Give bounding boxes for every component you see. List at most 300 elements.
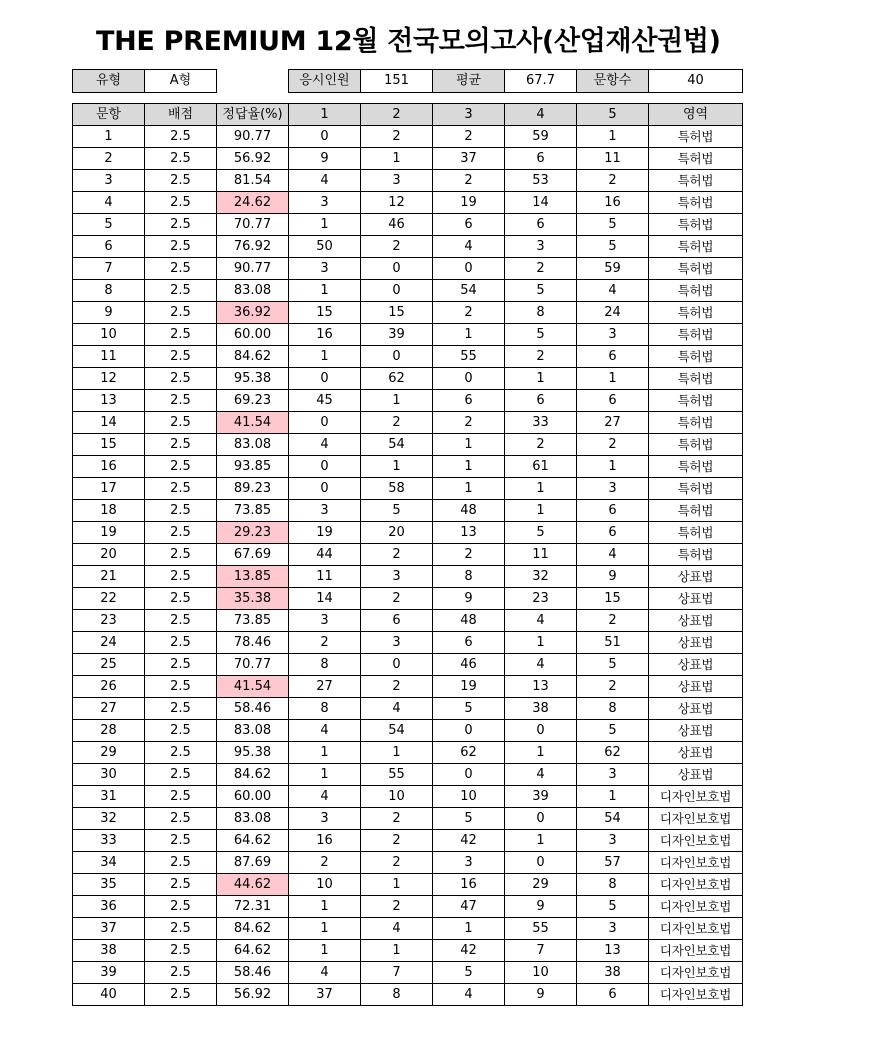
choice-3-count-cell[interactable]: 62 xyxy=(433,742,505,764)
choice-1-count-cell[interactable]: 3 xyxy=(289,808,361,830)
choice-3-count-cell[interactable]: 0 xyxy=(433,720,505,742)
choice-3-count-cell[interactable]: 10 xyxy=(433,786,505,808)
choice-4-count-cell[interactable]: 39 xyxy=(505,786,577,808)
choice-3-count-cell[interactable]: 6 xyxy=(433,632,505,654)
question-number-cell[interactable]: 29 xyxy=(73,742,145,764)
choice-3-count-cell[interactable]: 16 xyxy=(433,874,505,896)
points-cell[interactable]: 2.5 xyxy=(145,764,217,786)
choice-4-count-cell[interactable]: 0 xyxy=(505,720,577,742)
correct-rate-cell[interactable]: 95.38 xyxy=(217,368,289,390)
area-cell[interactable]: 특허법 xyxy=(649,522,743,544)
choice-2-count-cell[interactable]: 2 xyxy=(361,588,433,610)
points-cell[interactable]: 2.5 xyxy=(145,610,217,632)
question-number-cell[interactable]: 33 xyxy=(73,830,145,852)
points-cell[interactable]: 2.5 xyxy=(145,500,217,522)
question-number-cell[interactable]: 10 xyxy=(73,324,145,346)
points-cell[interactable]: 2.5 xyxy=(145,874,217,896)
question-number-cell[interactable]: 6 xyxy=(73,236,145,258)
choice-2-count-cell[interactable]: 2 xyxy=(361,808,433,830)
points-cell[interactable]: 2.5 xyxy=(145,434,217,456)
choice-4-count-cell[interactable]: 2 xyxy=(505,346,577,368)
choice-1-count-cell[interactable]: 8 xyxy=(289,654,361,676)
choice-4-count-cell[interactable]: 2 xyxy=(505,258,577,280)
points-cell[interactable]: 2.5 xyxy=(145,984,217,1006)
question-number-cell[interactable]: 38 xyxy=(73,940,145,962)
choice-3-count-cell[interactable]: 0 xyxy=(433,764,505,786)
area-cell[interactable]: 상표법 xyxy=(649,654,743,676)
choice-2-count-cell[interactable]: 1 xyxy=(361,940,433,962)
question-number-cell[interactable]: 27 xyxy=(73,698,145,720)
choice-1-count-cell[interactable]: 0 xyxy=(289,412,361,434)
choice-5-count-cell[interactable]: 38 xyxy=(577,962,649,984)
choice-5-count-cell[interactable]: 62 xyxy=(577,742,649,764)
choice-4-count-cell[interactable]: 5 xyxy=(505,324,577,346)
choice-2-count-cell[interactable]: 15 xyxy=(361,302,433,324)
examinees-value[interactable]: 151 xyxy=(361,70,433,93)
area-cell[interactable]: 상표법 xyxy=(649,566,743,588)
choice-3-count-cell[interactable]: 0 xyxy=(433,258,505,280)
question-number-cell[interactable]: 26 xyxy=(73,676,145,698)
choice-1-count-cell[interactable]: 1 xyxy=(289,346,361,368)
correct-rate-cell[interactable]: 83.08 xyxy=(217,434,289,456)
choice-4-count-cell[interactable]: 2 xyxy=(505,434,577,456)
choice-5-count-cell[interactable]: 6 xyxy=(577,390,649,412)
points-cell[interactable]: 2.5 xyxy=(145,368,217,390)
choice-3-count-cell[interactable]: 5 xyxy=(433,808,505,830)
choice-2-count-cell[interactable]: 4 xyxy=(361,698,433,720)
points-cell[interactable]: 2.5 xyxy=(145,390,217,412)
area-cell[interactable]: 특허법 xyxy=(649,192,743,214)
correct-rate-cell[interactable]: 83.08 xyxy=(217,720,289,742)
choice-2-count-cell[interactable]: 39 xyxy=(361,324,433,346)
choice-1-count-cell[interactable]: 3 xyxy=(289,610,361,632)
correct-rate-cell[interactable]: 69.23 xyxy=(217,390,289,412)
area-cell[interactable]: 디자인보호법 xyxy=(649,896,743,918)
area-cell[interactable]: 특허법 xyxy=(649,368,743,390)
correct-rate-cell[interactable]: 84.62 xyxy=(217,918,289,940)
area-cell[interactable]: 특허법 xyxy=(649,302,743,324)
points-cell[interactable]: 2.5 xyxy=(145,126,217,148)
choice-3-count-cell[interactable]: 3 xyxy=(433,852,505,874)
area-cell[interactable]: 상표법 xyxy=(649,610,743,632)
choice-3-count-cell[interactable]: 1 xyxy=(433,434,505,456)
choice-4-count-cell[interactable]: 0 xyxy=(505,852,577,874)
choice-3-count-cell[interactable]: 6 xyxy=(433,390,505,412)
correct-rate-cell[interactable]: 76.92 xyxy=(217,236,289,258)
choice-1-count-cell[interactable]: 27 xyxy=(289,676,361,698)
correct-rate-cell[interactable]: 90.77 xyxy=(217,258,289,280)
choice-3-count-cell[interactable]: 9 xyxy=(433,588,505,610)
correct-rate-cell[interactable]: 87.69 xyxy=(217,852,289,874)
choice-1-count-cell[interactable]: 4 xyxy=(289,434,361,456)
choice-4-count-cell[interactable]: 4 xyxy=(505,764,577,786)
choice-4-count-cell[interactable]: 1 xyxy=(505,500,577,522)
choice-1-count-cell[interactable]: 1 xyxy=(289,918,361,940)
area-cell[interactable]: 특허법 xyxy=(649,214,743,236)
question-number-cell[interactable]: 17 xyxy=(73,478,145,500)
choice-2-count-cell[interactable]: 3 xyxy=(361,566,433,588)
choice-2-count-cell[interactable]: 0 xyxy=(361,346,433,368)
points-cell[interactable]: 2.5 xyxy=(145,192,217,214)
choice-5-count-cell[interactable]: 6 xyxy=(577,522,649,544)
correct-rate-cell[interactable]: 29.23 xyxy=(217,522,289,544)
area-cell[interactable]: 특허법 xyxy=(649,346,743,368)
correct-rate-cell[interactable]: 70.77 xyxy=(217,214,289,236)
choice-1-count-cell[interactable]: 37 xyxy=(289,984,361,1006)
points-cell[interactable]: 2.5 xyxy=(145,808,217,830)
choice-1-count-cell[interactable]: 16 xyxy=(289,830,361,852)
choice-3-count-cell[interactable]: 54 xyxy=(433,280,505,302)
choice-3-count-cell[interactable]: 37 xyxy=(433,148,505,170)
choice-4-count-cell[interactable]: 13 xyxy=(505,676,577,698)
points-cell[interactable]: 2.5 xyxy=(145,852,217,874)
area-cell[interactable]: 상표법 xyxy=(649,764,743,786)
area-cell[interactable]: 특허법 xyxy=(649,544,743,566)
choice-3-count-cell[interactable]: 46 xyxy=(433,654,505,676)
choice-1-count-cell[interactable]: 4 xyxy=(289,962,361,984)
choice-2-count-cell[interactable]: 0 xyxy=(361,258,433,280)
choice-5-count-cell[interactable]: 8 xyxy=(577,874,649,896)
area-cell[interactable]: 특허법 xyxy=(649,126,743,148)
points-cell[interactable]: 2.5 xyxy=(145,742,217,764)
question-number-cell[interactable]: 4 xyxy=(73,192,145,214)
question-number-cell[interactable]: 12 xyxy=(73,368,145,390)
correct-rate-cell[interactable]: 83.08 xyxy=(217,808,289,830)
choice-5-count-cell[interactable]: 3 xyxy=(577,764,649,786)
correct-rate-cell[interactable]: 89.23 xyxy=(217,478,289,500)
choice-2-count-cell[interactable]: 10 xyxy=(361,786,433,808)
question-number-cell[interactable]: 34 xyxy=(73,852,145,874)
area-cell[interactable]: 디자인보호법 xyxy=(649,852,743,874)
choice-3-count-cell[interactable]: 42 xyxy=(433,940,505,962)
choice-5-count-cell[interactable]: 3 xyxy=(577,324,649,346)
choice-1-count-cell[interactable]: 4 xyxy=(289,170,361,192)
choice-5-count-cell[interactable]: 8 xyxy=(577,698,649,720)
area-cell[interactable]: 상표법 xyxy=(649,720,743,742)
points-cell[interactable]: 2.5 xyxy=(145,302,217,324)
choice-1-count-cell[interactable]: 1 xyxy=(289,764,361,786)
points-cell[interactable]: 2.5 xyxy=(145,324,217,346)
question-number-cell[interactable]: 14 xyxy=(73,412,145,434)
choice-2-count-cell[interactable]: 20 xyxy=(361,522,433,544)
question-number-cell[interactable]: 15 xyxy=(73,434,145,456)
choice-5-count-cell[interactable]: 24 xyxy=(577,302,649,324)
area-cell[interactable]: 상표법 xyxy=(649,742,743,764)
choice-4-count-cell[interactable]: 33 xyxy=(505,412,577,434)
choice-4-count-cell[interactable]: 59 xyxy=(505,126,577,148)
choice-2-count-cell[interactable]: 5 xyxy=(361,500,433,522)
choice-2-count-cell[interactable]: 2 xyxy=(361,126,433,148)
choice-3-count-cell[interactable]: 47 xyxy=(433,896,505,918)
question-number-cell[interactable]: 9 xyxy=(73,302,145,324)
choice-1-count-cell[interactable]: 16 xyxy=(289,324,361,346)
choice-1-count-cell[interactable]: 19 xyxy=(289,522,361,544)
area-cell[interactable]: 디자인보호법 xyxy=(649,808,743,830)
choice-1-count-cell[interactable]: 2 xyxy=(289,852,361,874)
area-cell[interactable]: 상표법 xyxy=(649,588,743,610)
choice-5-count-cell[interactable]: 59 xyxy=(577,258,649,280)
correct-rate-cell[interactable]: 58.46 xyxy=(217,698,289,720)
choice-2-count-cell[interactable]: 54 xyxy=(361,434,433,456)
choice-4-count-cell[interactable]: 38 xyxy=(505,698,577,720)
choice-1-count-cell[interactable]: 0 xyxy=(289,368,361,390)
choice-3-count-cell[interactable]: 2 xyxy=(433,412,505,434)
choice-2-count-cell[interactable]: 1 xyxy=(361,742,433,764)
choice-5-count-cell[interactable]: 2 xyxy=(577,434,649,456)
area-cell[interactable]: 특허법 xyxy=(649,324,743,346)
choice-3-count-cell[interactable]: 13 xyxy=(433,522,505,544)
choice-5-count-cell[interactable]: 11 xyxy=(577,148,649,170)
correct-rate-cell[interactable]: 73.85 xyxy=(217,500,289,522)
choice-4-count-cell[interactable]: 6 xyxy=(505,148,577,170)
choice-1-count-cell[interactable]: 15 xyxy=(289,302,361,324)
correct-rate-cell[interactable]: 90.77 xyxy=(217,126,289,148)
choice-4-count-cell[interactable]: 11 xyxy=(505,544,577,566)
points-cell[interactable]: 2.5 xyxy=(145,720,217,742)
points-cell[interactable]: 2.5 xyxy=(145,236,217,258)
area-cell[interactable]: 디자인보호법 xyxy=(649,962,743,984)
choice-3-count-cell[interactable]: 4 xyxy=(433,984,505,1006)
choice-4-count-cell[interactable]: 9 xyxy=(505,896,577,918)
choice-4-count-cell[interactable]: 32 xyxy=(505,566,577,588)
choice-2-count-cell[interactable]: 0 xyxy=(361,280,433,302)
area-cell[interactable]: 상표법 xyxy=(649,632,743,654)
question-number-cell[interactable]: 11 xyxy=(73,346,145,368)
choice-3-count-cell[interactable]: 2 xyxy=(433,302,505,324)
area-cell[interactable]: 상표법 xyxy=(649,676,743,698)
points-cell[interactable]: 2.5 xyxy=(145,698,217,720)
correct-rate-cell[interactable]: 60.00 xyxy=(217,786,289,808)
choice-5-count-cell[interactable]: 5 xyxy=(577,720,649,742)
choice-1-count-cell[interactable]: 0 xyxy=(289,456,361,478)
choice-3-count-cell[interactable]: 42 xyxy=(433,830,505,852)
question-number-cell[interactable]: 32 xyxy=(73,808,145,830)
choice-1-count-cell[interactable]: 0 xyxy=(289,478,361,500)
question-number-cell[interactable]: 16 xyxy=(73,456,145,478)
question-number-cell[interactable]: 28 xyxy=(73,720,145,742)
question-count-value[interactable]: 40 xyxy=(649,70,743,93)
choice-2-count-cell[interactable]: 55 xyxy=(361,764,433,786)
choice-3-count-cell[interactable]: 2 xyxy=(433,544,505,566)
choice-1-count-cell[interactable]: 45 xyxy=(289,390,361,412)
choice-3-count-cell[interactable]: 1 xyxy=(433,456,505,478)
correct-rate-cell[interactable]: 44.62 xyxy=(217,874,289,896)
choice-3-count-cell[interactable]: 1 xyxy=(433,918,505,940)
choice-3-count-cell[interactable]: 0 xyxy=(433,368,505,390)
question-number-cell[interactable]: 31 xyxy=(73,786,145,808)
choice-1-count-cell[interactable]: 3 xyxy=(289,500,361,522)
choice-4-count-cell[interactable]: 4 xyxy=(505,610,577,632)
choice-3-count-cell[interactable]: 5 xyxy=(433,698,505,720)
correct-rate-cell[interactable]: 70.77 xyxy=(217,654,289,676)
choice-4-count-cell[interactable]: 10 xyxy=(505,962,577,984)
question-number-cell[interactable]: 39 xyxy=(73,962,145,984)
points-cell[interactable]: 2.5 xyxy=(145,170,217,192)
correct-rate-cell[interactable]: 67.69 xyxy=(217,544,289,566)
choice-2-count-cell[interactable]: 8 xyxy=(361,984,433,1006)
area-cell[interactable]: 특허법 xyxy=(649,148,743,170)
choice-1-count-cell[interactable]: 9 xyxy=(289,148,361,170)
question-number-cell[interactable]: 1 xyxy=(73,126,145,148)
choice-2-count-cell[interactable]: 1 xyxy=(361,148,433,170)
choice-3-count-cell[interactable]: 2 xyxy=(433,170,505,192)
choice-5-count-cell[interactable]: 1 xyxy=(577,456,649,478)
choice-5-count-cell[interactable]: 54 xyxy=(577,808,649,830)
choice-4-count-cell[interactable]: 1 xyxy=(505,368,577,390)
question-number-cell[interactable]: 21 xyxy=(73,566,145,588)
area-cell[interactable]: 디자인보호법 xyxy=(649,940,743,962)
correct-rate-cell[interactable]: 35.38 xyxy=(217,588,289,610)
choice-4-count-cell[interactable]: 9 xyxy=(505,984,577,1006)
question-number-cell[interactable]: 20 xyxy=(73,544,145,566)
choice-1-count-cell[interactable]: 1 xyxy=(289,742,361,764)
area-cell[interactable]: 특허법 xyxy=(649,236,743,258)
area-cell[interactable]: 특허법 xyxy=(649,280,743,302)
correct-rate-cell[interactable]: 72.31 xyxy=(217,896,289,918)
area-cell[interactable]: 특허법 xyxy=(649,390,743,412)
choice-2-count-cell[interactable]: 3 xyxy=(361,632,433,654)
correct-rate-cell[interactable]: 41.54 xyxy=(217,676,289,698)
points-cell[interactable]: 2.5 xyxy=(145,632,217,654)
choice-5-count-cell[interactable]: 3 xyxy=(577,478,649,500)
question-number-cell[interactable]: 40 xyxy=(73,984,145,1006)
choice-3-count-cell[interactable]: 1 xyxy=(433,478,505,500)
choice-2-count-cell[interactable]: 12 xyxy=(361,192,433,214)
choice-4-count-cell[interactable]: 4 xyxy=(505,654,577,676)
choice-5-count-cell[interactable]: 27 xyxy=(577,412,649,434)
choice-1-count-cell[interactable]: 4 xyxy=(289,720,361,742)
points-cell[interactable]: 2.5 xyxy=(145,896,217,918)
choice-1-count-cell[interactable]: 3 xyxy=(289,192,361,214)
question-number-cell[interactable]: 8 xyxy=(73,280,145,302)
points-cell[interactable]: 2.5 xyxy=(145,566,217,588)
question-number-cell[interactable]: 35 xyxy=(73,874,145,896)
choice-4-count-cell[interactable]: 8 xyxy=(505,302,577,324)
area-cell[interactable]: 상표법 xyxy=(649,698,743,720)
points-cell[interactable]: 2.5 xyxy=(145,148,217,170)
choice-1-count-cell[interactable]: 0 xyxy=(289,126,361,148)
correct-rate-cell[interactable]: 83.08 xyxy=(217,280,289,302)
question-number-cell[interactable]: 36 xyxy=(73,896,145,918)
correct-rate-cell[interactable]: 60.00 xyxy=(217,324,289,346)
average-value[interactable]: 67.7 xyxy=(505,70,577,93)
choice-5-count-cell[interactable]: 6 xyxy=(577,500,649,522)
choice-2-count-cell[interactable]: 3 xyxy=(361,170,433,192)
correct-rate-cell[interactable]: 95.38 xyxy=(217,742,289,764)
choice-4-count-cell[interactable]: 29 xyxy=(505,874,577,896)
choice-2-count-cell[interactable]: 2 xyxy=(361,852,433,874)
choice-1-count-cell[interactable]: 3 xyxy=(289,258,361,280)
choice-1-count-cell[interactable]: 8 xyxy=(289,698,361,720)
choice-2-count-cell[interactable]: 7 xyxy=(361,962,433,984)
area-cell[interactable]: 디자인보호법 xyxy=(649,918,743,940)
question-number-cell[interactable]: 24 xyxy=(73,632,145,654)
choice-1-count-cell[interactable]: 14 xyxy=(289,588,361,610)
choice-5-count-cell[interactable]: 5 xyxy=(577,896,649,918)
choice-4-count-cell[interactable]: 5 xyxy=(505,522,577,544)
points-cell[interactable]: 2.5 xyxy=(145,786,217,808)
choice-5-count-cell[interactable]: 3 xyxy=(577,918,649,940)
choice-4-count-cell[interactable]: 0 xyxy=(505,808,577,830)
correct-rate-cell[interactable]: 58.46 xyxy=(217,962,289,984)
area-cell[interactable]: 특허법 xyxy=(649,258,743,280)
choice-3-count-cell[interactable]: 2 xyxy=(433,126,505,148)
points-cell[interactable]: 2.5 xyxy=(145,676,217,698)
choice-3-count-cell[interactable]: 19 xyxy=(433,676,505,698)
choice-4-count-cell[interactable]: 1 xyxy=(505,742,577,764)
choice-5-count-cell[interactable]: 2 xyxy=(577,170,649,192)
choice-5-count-cell[interactable]: 3 xyxy=(577,830,649,852)
correct-rate-cell[interactable]: 36.92 xyxy=(217,302,289,324)
choice-4-count-cell[interactable]: 1 xyxy=(505,632,577,654)
points-cell[interactable]: 2.5 xyxy=(145,940,217,962)
choice-4-count-cell[interactable]: 61 xyxy=(505,456,577,478)
points-cell[interactable]: 2.5 xyxy=(145,918,217,940)
points-cell[interactable]: 2.5 xyxy=(145,478,217,500)
choice-4-count-cell[interactable]: 1 xyxy=(505,830,577,852)
choice-3-count-cell[interactable]: 55 xyxy=(433,346,505,368)
choice-3-count-cell[interactable]: 6 xyxy=(433,214,505,236)
choice-5-count-cell[interactable]: 4 xyxy=(577,280,649,302)
points-cell[interactable]: 2.5 xyxy=(145,962,217,984)
points-cell[interactable]: 2.5 xyxy=(145,280,217,302)
points-cell[interactable]: 2.5 xyxy=(145,456,217,478)
choice-1-count-cell[interactable]: 11 xyxy=(289,566,361,588)
choice-4-count-cell[interactable]: 6 xyxy=(505,390,577,412)
choice-2-count-cell[interactable]: 1 xyxy=(361,456,433,478)
choice-5-count-cell[interactable]: 16 xyxy=(577,192,649,214)
choice-3-count-cell[interactable]: 48 xyxy=(433,610,505,632)
points-cell[interactable]: 2.5 xyxy=(145,522,217,544)
choice-4-count-cell[interactable]: 23 xyxy=(505,588,577,610)
area-cell[interactable]: 특허법 xyxy=(649,456,743,478)
correct-rate-cell[interactable]: 64.62 xyxy=(217,940,289,962)
points-cell[interactable]: 2.5 xyxy=(145,654,217,676)
choice-4-count-cell[interactable]: 14 xyxy=(505,192,577,214)
choice-3-count-cell[interactable]: 5 xyxy=(433,962,505,984)
choice-5-count-cell[interactable]: 13 xyxy=(577,940,649,962)
question-number-cell[interactable]: 37 xyxy=(73,918,145,940)
question-number-cell[interactable]: 7 xyxy=(73,258,145,280)
correct-rate-cell[interactable]: 78.46 xyxy=(217,632,289,654)
correct-rate-cell[interactable]: 73.85 xyxy=(217,610,289,632)
choice-1-count-cell[interactable]: 1 xyxy=(289,940,361,962)
area-cell[interactable]: 디자인보호법 xyxy=(649,874,743,896)
points-cell[interactable]: 2.5 xyxy=(145,588,217,610)
choice-2-count-cell[interactable]: 2 xyxy=(361,676,433,698)
choice-2-count-cell[interactable]: 2 xyxy=(361,896,433,918)
points-cell[interactable]: 2.5 xyxy=(145,830,217,852)
question-number-cell[interactable]: 5 xyxy=(73,214,145,236)
choice-2-count-cell[interactable]: 62 xyxy=(361,368,433,390)
choice-1-count-cell[interactable]: 1 xyxy=(289,214,361,236)
points-cell[interactable]: 2.5 xyxy=(145,412,217,434)
area-cell[interactable]: 특허법 xyxy=(649,500,743,522)
choice-4-count-cell[interactable]: 6 xyxy=(505,214,577,236)
question-number-cell[interactable]: 25 xyxy=(73,654,145,676)
question-number-cell[interactable]: 22 xyxy=(73,588,145,610)
choice-4-count-cell[interactable]: 55 xyxy=(505,918,577,940)
choice-2-count-cell[interactable]: 2 xyxy=(361,830,433,852)
question-number-cell[interactable]: 18 xyxy=(73,500,145,522)
correct-rate-cell[interactable]: 64.62 xyxy=(217,830,289,852)
choice-2-count-cell[interactable]: 0 xyxy=(361,654,433,676)
area-cell[interactable]: 특허법 xyxy=(649,170,743,192)
correct-rate-cell[interactable]: 84.62 xyxy=(217,764,289,786)
choice-2-count-cell[interactable]: 6 xyxy=(361,610,433,632)
choice-1-count-cell[interactable]: 2 xyxy=(289,632,361,654)
choice-4-count-cell[interactable]: 5 xyxy=(505,280,577,302)
